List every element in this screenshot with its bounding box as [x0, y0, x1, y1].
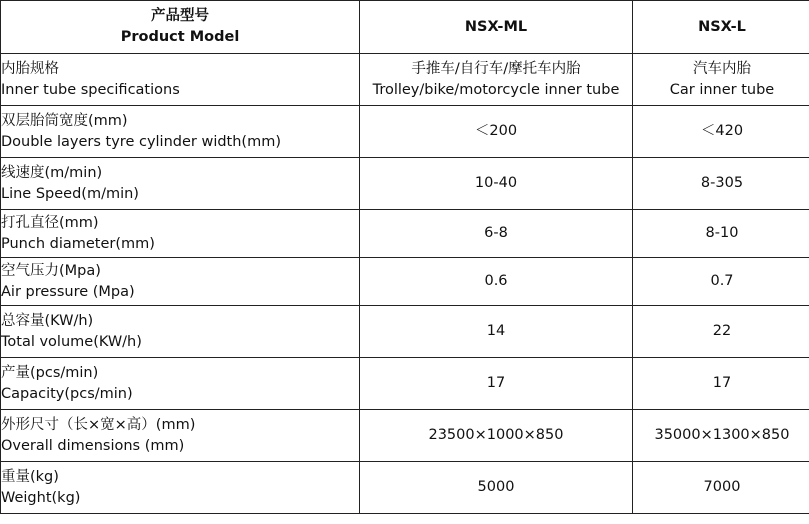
value-model-1-zh: 手推车/自行车/摩托车内胎: [411, 60, 581, 77]
row-label-cell: [1, 158, 360, 210]
row-label-zh: 外形尺寸（长×宽×高）(mm): [1, 416, 196, 433]
table-row-weight: [1, 462, 809, 514]
table-row-overall-dimensions: [1, 410, 809, 462]
table-row-inner-tube: [1, 54, 809, 106]
row-label-en: Double layers tyre cylinder width(mm): [1, 133, 281, 150]
header-label-zh: 产品型号: [151, 8, 209, 24]
row-label-cell: [1, 54, 360, 106]
row-label-en: Weight(kg): [1, 489, 81, 506]
value-model-2: 8-10: [633, 210, 809, 258]
table-row-capacity: [1, 358, 809, 410]
row-label-en: Punch diameter(mm): [1, 235, 155, 252]
value-model-1: [360, 54, 633, 106]
value-model-2: 7000: [633, 462, 809, 514]
row-label-cell: [1, 210, 360, 258]
row-label-zh: 双层胎筒宽度(mm): [1, 112, 128, 129]
header-model-1: NSX-ML: [360, 1, 633, 54]
row-label-cell: [1, 106, 360, 158]
value-model-1: 5000: [360, 462, 633, 514]
row-label-cell: [1, 410, 360, 462]
value-model-1: ＜200: [360, 106, 633, 158]
row-label-zh: 打孔直径(mm): [1, 214, 99, 231]
value-model-1: 10-40: [360, 158, 633, 210]
value-model-1: 6-8: [360, 210, 633, 258]
value-model-1: 0.6: [360, 258, 633, 306]
value-model-2: 17: [633, 358, 809, 410]
value-model-2: 35000×1300×850: [633, 410, 809, 462]
value-model-2: 22: [633, 306, 809, 358]
value-model-1-en: Trolley/bike/motorcycle inner tube: [372, 81, 620, 98]
row-label-zh: 总容量(KW/h): [1, 312, 94, 329]
row-label-zh: 内胎规格: [1, 60, 59, 77]
row-label-en: Capacity(pcs/min): [1, 385, 133, 402]
header-label-cell: [1, 1, 360, 54]
value-model-2-en: Car inner tube: [669, 81, 775, 98]
table-row-line-speed: [1, 158, 809, 210]
value-model-2: 0.7: [633, 258, 809, 306]
value-model-2-zh: 汽车内胎: [693, 60, 751, 77]
table-row-air-pressure: [1, 258, 809, 306]
row-label-cell: [1, 258, 360, 306]
header-model-2: NSX-L: [633, 1, 809, 54]
row-label-en: Air pressure (Mpa): [1, 283, 135, 300]
table-row-punch-diameter: [1, 210, 809, 258]
row-label-zh: 重量(kg): [1, 468, 59, 485]
row-label-en: Overall dimensions (mm): [1, 437, 185, 454]
value-model-2: [633, 54, 809, 106]
value-model-2: 8-305: [633, 158, 809, 210]
header-label-en: Product Model: [120, 29, 240, 45]
row-label-en: Total volume(KW/h): [1, 333, 142, 350]
row-label-cell: [1, 462, 360, 514]
value-model-2: ＜420: [633, 106, 809, 158]
row-label-en: Line Speed(m/min): [1, 185, 139, 202]
row-label-zh: 线速度(m/min): [1, 164, 103, 181]
row-label-zh: 空气压力(Mpa): [1, 262, 101, 279]
table-row-total-volume: [1, 306, 809, 358]
row-label-en: Inner tube specifications: [1, 81, 180, 98]
value-model-1: 23500×1000×850: [360, 410, 633, 462]
table-row-cylinder-width: [1, 106, 809, 158]
row-label-cell: [1, 306, 360, 358]
row-label-cell: [1, 358, 360, 410]
value-model-1: 14: [360, 306, 633, 358]
table-header-row: [1, 1, 809, 54]
row-label-zh: 产量(pcs/min): [1, 364, 99, 381]
value-model-1: 17: [360, 358, 633, 410]
